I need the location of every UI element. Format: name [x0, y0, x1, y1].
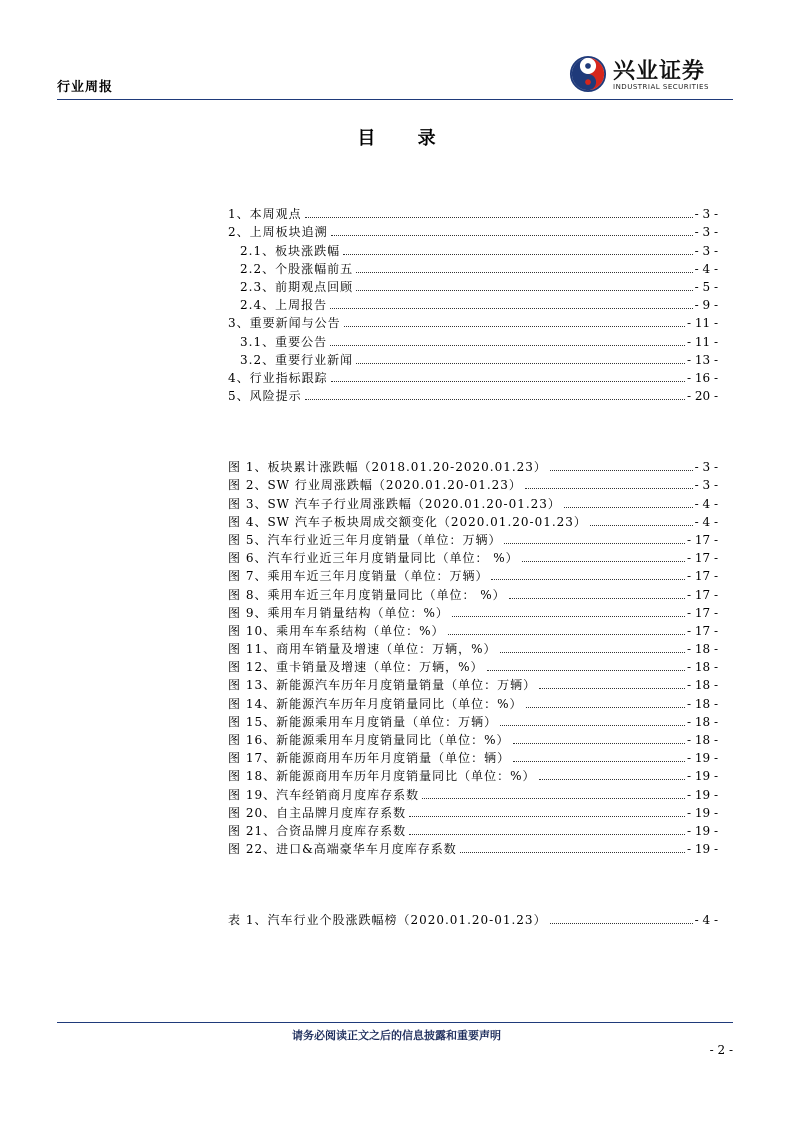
toc-section-entry-text: 2.2、个股涨幅前五 [240, 261, 354, 276]
toc-figure-entry-text: 图 17、新能源商用车历年月度销量（单位：辆） [228, 751, 511, 766]
toc-figure-entry[interactable] [228, 638, 718, 656]
toc-section-entry-text: 5、风险提示 [228, 389, 302, 404]
dot-leader [500, 725, 685, 726]
toc-title: 目 录 [357, 128, 454, 149]
toc-section-entry-page: - 16 - [686, 370, 718, 385]
toc-figure-entry-page: - 17 - [686, 587, 718, 602]
toc-section-entry-text: 3、重要新闻与公告 [228, 316, 341, 331]
toc-section-entry-page: - 9 - [694, 298, 718, 313]
dot-leader [452, 616, 685, 617]
toc-figure-entry[interactable] [228, 620, 718, 638]
toc-section-entry[interactable] [228, 221, 718, 239]
toc-figure-entry-text: 图 3、SW 汽车子行业周涨跌幅（2020.01.20-01.23） [228, 496, 561, 511]
toc-figure-entry-text: 图 11、商用车销量及增速（单位：万辆，%） [228, 642, 497, 657]
toc-figure-entry-page: - 3 - [694, 478, 718, 493]
dot-leader [564, 507, 693, 508]
toc-figure-entry[interactable] [228, 656, 718, 674]
dot-leader [550, 470, 693, 471]
toc-figure-entry[interactable] [228, 820, 718, 838]
toc-section-entry-text: 2、上周板块追溯 [228, 225, 328, 240]
toc-figure-entry-page: - 19 - [686, 823, 718, 838]
toc-section-entry[interactable] [228, 294, 718, 312]
dot-leader [590, 525, 693, 526]
toc-section-entry-page: - 13 - [686, 352, 718, 367]
dot-leader [344, 326, 685, 327]
dot-leader [539, 688, 685, 689]
toc-figure-entry-page: - 18 - [686, 714, 718, 729]
dot-leader [331, 235, 693, 236]
toc-figure-entry[interactable] [228, 456, 718, 474]
dot-leader [550, 923, 693, 924]
toc-figure-entry-text: 图 1、板块累计涨跌幅（2018.01.20-2020.01.23） [228, 460, 547, 475]
dot-leader [330, 308, 693, 309]
dot-leader [356, 363, 685, 364]
toc-section-entry-text: 3.1、重要公告 [240, 334, 328, 349]
dot-leader [491, 579, 685, 580]
logo-english-name: INDUSTRIAL SECURITIES [613, 83, 709, 91]
toc-figure-entry-text: 图 7、乘用车近三年月度销量（单位：万辆） [228, 569, 489, 584]
toc-figure-entry-page: - 18 - [686, 642, 718, 657]
toc-figure-entry[interactable] [228, 783, 718, 801]
toc-figure-entry[interactable] [228, 711, 718, 729]
toc-figure-entry-text: 图 13、新能源汽车历年月度销量销量（单位：万辆） [228, 678, 537, 693]
toc-section-entry-text: 4、行业指标跟踪 [228, 370, 328, 385]
toc-section-entry-page: - 5 - [694, 279, 718, 294]
toc-figures [228, 456, 718, 856]
toc-section-entry-text: 2.1、板块涨跌幅 [240, 243, 341, 258]
header-divider [57, 99, 733, 100]
toc-figure-entry-page: - 19 - [686, 787, 718, 802]
toc-section-entry[interactable] [228, 330, 718, 348]
toc-figure-entry-page: - 19 - [686, 842, 718, 857]
toc-figure-entry[interactable] [228, 674, 718, 692]
toc-figure-entry-text: 图 21、合资品牌月度库存系数 [228, 823, 407, 838]
toc-figure-entry-page: - 4 - [694, 496, 718, 511]
dot-leader [500, 652, 685, 653]
toc-figure-entry-page: - 18 - [686, 678, 718, 693]
toc-figure-entry-page: - 17 - [686, 532, 718, 547]
toc-figure-entry-page: - 3 - [694, 460, 718, 475]
toc-figure-entry-text: 图 12、重卡销量及增速（单位：万辆，%） [228, 660, 484, 675]
dot-leader [409, 816, 685, 817]
toc-figure-entry-page: - 4 - [694, 514, 718, 529]
toc-figure-entry-text: 图 8、乘用车近三年月度销量同比（单位： %） [228, 587, 506, 602]
toc-table-entry-text: 表 1、汽车行业个股涨跌幅榜（2020.01.20-01.23） [228, 913, 547, 928]
toc-section-entry-page: - 3 - [694, 207, 718, 222]
toc-figure-entry-page: - 17 - [686, 569, 718, 584]
toc-figure-entry-page: - 18 - [686, 696, 718, 711]
toc-section-entry[interactable] [228, 385, 718, 403]
page-number: - 2 - [709, 1043, 733, 1057]
toc-figure-entry[interactable] [228, 802, 718, 820]
dot-leader [356, 290, 693, 291]
dot-leader [460, 852, 685, 853]
dot-leader [539, 779, 685, 780]
toc-figure-entry-page: - 19 - [686, 751, 718, 766]
logo-chinese-name: 兴业证券 [613, 59, 706, 84]
toc-figure-entry-page: - 18 - [686, 660, 718, 675]
dot-leader [409, 834, 685, 835]
toc-section-entry-page: - 3 - [694, 225, 718, 240]
toc-section-entry-text: 2.4、上周报告 [240, 298, 328, 313]
dot-leader [513, 743, 685, 744]
toc-figure-entry-text: 图 4、SW 汽车子板块周成交额变化（2020.01.20-01.23） [228, 514, 587, 529]
toc-figure-entry[interactable] [228, 602, 718, 620]
toc-figure-entry[interactable] [228, 729, 718, 747]
toc-section-entry-page: - 20 - [686, 389, 718, 404]
toc-figure-entry[interactable] [228, 765, 718, 783]
dot-leader [513, 761, 685, 762]
dot-leader [526, 707, 685, 708]
toc-section-entry[interactable] [228, 276, 718, 294]
toc-figure-entry[interactable] [228, 692, 718, 710]
toc-section-entry-text: 1、本周观点 [228, 207, 302, 222]
toc-figure-entry[interactable] [228, 747, 718, 765]
toc-section-entry[interactable] [228, 258, 718, 276]
dot-leader [504, 543, 685, 544]
toc-figure-entry-page: - 19 - [686, 805, 718, 820]
toc-figure-entry-text: 图 2、SW 行业周涨跌幅（2020.01.20-01.23） [228, 478, 522, 493]
toc-figure-entry-text: 图 22、进口&高端豪华车月度库存系数 [228, 842, 457, 857]
dot-leader [305, 217, 693, 218]
dot-leader [330, 345, 685, 346]
toc-figure-entry-page: - 17 - [686, 605, 718, 620]
toc-section-entry[interactable] [228, 367, 718, 385]
dot-leader [422, 798, 685, 799]
footer-divider [57, 1022, 733, 1023]
toc-figure-entry[interactable] [228, 492, 718, 510]
dot-leader [509, 598, 685, 599]
toc-figure-entry-text: 图 16、新能源乘用车月度销量同比（单位：%） [228, 733, 510, 747]
dot-leader [522, 561, 685, 562]
dot-leader [525, 488, 693, 489]
disclaimer-note: 请务必阅读正文之后的信息披露和重要声明 [292, 1029, 501, 1042]
toc-figure-entry-page: - 18 - [686, 733, 718, 747]
toc-section-entry[interactable] [228, 349, 718, 367]
toc-figure-entry-text: 图 19、汽车经销商月度库存系数 [228, 787, 420, 802]
toc-figure-entry[interactable] [228, 838, 718, 856]
toc-section-entry[interactable] [228, 239, 718, 257]
report-type-label: 行业周报 [57, 80, 114, 95]
dot-leader [356, 272, 693, 273]
toc-figure-entry-text: 图 10、乘用车车系结构（单位：%） [228, 623, 445, 638]
toc-figure-entry-page: - 17 - [686, 623, 718, 638]
toc-table-entry[interactable] [228, 909, 718, 927]
toc-section-entry-text: 3.2、重要行业新闻 [240, 352, 354, 367]
toc-figure-entry-text: 图 18、新能源商用车历年月度销量同比（单位：%） [228, 769, 536, 784]
toc-figure-entry-text: 图 9、乘用车月销量结构（单位：%） [228, 605, 449, 620]
toc-figure-entry-text: 图 5、汽车行业近三年月度销量（单位：万辆） [228, 532, 502, 547]
toc-tables [228, 909, 718, 927]
dot-leader [487, 670, 685, 671]
toc-table-entry-page: - 4 - [694, 913, 718, 928]
toc-section-entry-text: 2.3、前期观点回顾 [240, 279, 354, 294]
toc-figure-entry-text: 图 15、新能源乘用车月度销量（单位：万辆） [228, 714, 498, 729]
dot-leader [331, 381, 685, 382]
dot-leader [305, 399, 685, 400]
company-logo [569, 54, 739, 94]
toc-figure-entry-page: - 19 - [686, 769, 718, 784]
logo-mark-icon [569, 55, 607, 93]
toc-figure-entry[interactable] [228, 474, 718, 492]
toc-figure-entry[interactable] [228, 547, 718, 565]
toc-figure-entry[interactable] [228, 511, 718, 529]
toc-section-entry-page: - 4 - [694, 261, 718, 276]
toc-figure-entry[interactable] [228, 529, 718, 547]
toc-figure-entry-text: 图 6、汽车行业近三年月度销量同比（单位： %） [228, 551, 519, 566]
toc-section-entry-page: - 11 - [686, 334, 718, 349]
dot-leader [448, 634, 685, 635]
toc-figure-entry-text: 图 14、新能源汽车历年月度销量同比（单位：%） [228, 696, 523, 711]
toc-section-entry[interactable] [228, 312, 718, 330]
toc-figure-entry-page: - 17 - [686, 551, 718, 566]
toc-figure-entry-text: 图 20、自主品牌月度库存系数 [228, 805, 407, 820]
dot-leader [343, 254, 693, 255]
toc-section-entry-page: - 11 - [686, 316, 718, 331]
toc-section-entry[interactable] [228, 203, 718, 221]
toc-figure-entry[interactable] [228, 583, 718, 601]
toc-sections [228, 203, 718, 403]
toc-figure-entry[interactable] [228, 565, 718, 583]
toc-section-entry-page: - 3 - [694, 243, 718, 258]
